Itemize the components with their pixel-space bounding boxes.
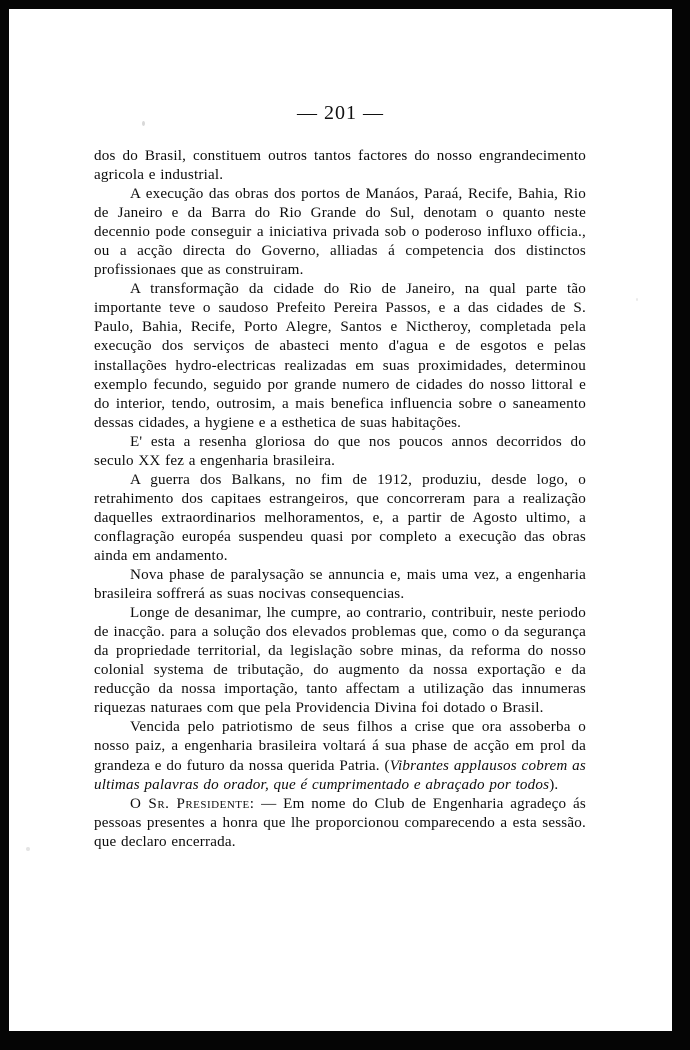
para-guerra-balkans (94, 471, 586, 566)
para-sr-presidente (94, 795, 586, 852)
para-execucao-obras (94, 185, 586, 280)
text-run: A guerra dos Balkans, no fim de 1912, produziu, desde logo, o retrahimento dos capitaes estrangeiros, que concorreram para a realização daquelles extraordinarios melhoramentos, e, a partir de Agosto ultimo, a conflagração européa suspendeu quasi por completo a execução das obras ainda em andamento. (94, 471, 586, 564)
para-longe-desanimar (94, 604, 586, 718)
scan-speck-artifact (636, 298, 638, 301)
text-run: Vencida pelo patriotismo de seus filhos a crise que ora assoberba o nosso paiz, a engenharia brasileira voltará á sua phase de acção em prol da grandeza e do futuro da nossa querida Patria. ( (94, 719, 586, 774)
para-continuation (94, 147, 586, 185)
italic-stage-direction: Vibrantes applausos cobrem as ultimas palavras do orador, que é cumprimentado e abraçado por todos (94, 757, 587, 793)
scanned-page-sheet (9, 9, 672, 1031)
text-run: A execução das obras dos portos de Manáos, Paraá, Recife, Bahia, Rio de Janeiro e da Barra do Rio Grande do Sul, denotam o quanto neste decennio pode conseguir a iniciativa privada sob o poderoso influxo officia., ou a acção directa do Governo, alliadas á competencia dos distinctos profissionaes que as construiram. (94, 186, 586, 279)
text-run: E' esta a resenha gloriosa do que nos poucos annos decorridos do seculo XX fez a engenharia brasileira. (94, 433, 586, 469)
text-run: A transformação da cidade do Rio de Janeiro, na qual parte tão importante teve o saudoso Prefeito Pereira Passos, e a das cidades de S. Paulo, Bahia, Recife, Porto Alegre, Santos e Nictheroy, completada pela execução dos serviços de abasteci mento d'agua e de esgotos e pelas installações hydro-electricas realizadas em suas proximidades, determinou exemplo fecundo, seguido por grande numero de cidades do nosso littoral e do interior, tendo, outrosim, a mais benefica influencia sobre o saneamento dessas cidades, a hygiene e a esthetica de suas habitações. (94, 281, 586, 431)
text-run: dos do Brasil, constituem outros tantos factores do nosso engrandecimento agricola e industrial. (94, 148, 586, 184)
scan-speck-artifact (26, 847, 30, 851)
body-text-column (94, 147, 586, 852)
para-resenha-gloriosa (94, 433, 586, 471)
text-run: Longe de desanimar, lhe cumpre, ao contrario, contribuir, neste periodo de inacção. para a solução dos elevados problemas que, como o da segurança da propriedade territorial, da legislação sobre minas, da reforma do nosso colonial systema de tributação, do augmento da nossa exportação e da reducção da nossa importação, tanto affectam a utilização das innumeras riquezas naturaes com que pela Providencia Divina foi dotado o Brasil. (94, 605, 586, 717)
para-transformacao-rio (94, 280, 586, 432)
para-nova-phase (94, 566, 586, 604)
para-vencida-patriotismo (94, 718, 586, 794)
text-run: Nova phase de paralysação se annuncia e, mais uma vez, a engenharia brasileira soffrerá as suas nocivas consequencias. (94, 567, 586, 603)
text-run: — Em nome do Club de Engenharia agradeço ás pessoas presentes a honra que lhe proporcionou comparecendo a esta sessão. que declaro encerrada. (94, 795, 586, 850)
speaker-label: O Sr. Presidente: (130, 795, 255, 812)
text-run: ). (549, 776, 559, 793)
page-number-folio: — 201 — (297, 102, 384, 124)
